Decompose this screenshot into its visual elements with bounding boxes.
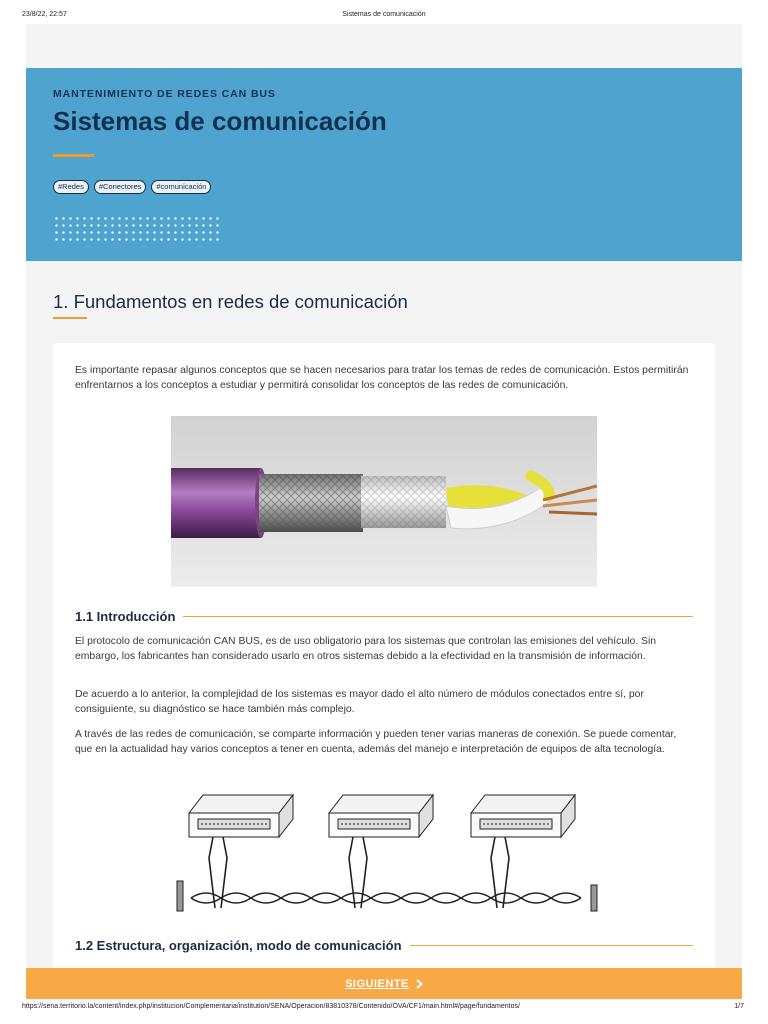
print-header — [0, 0, 768, 24]
can-bus-network-diagram — [171, 788, 603, 923]
ecu-module-2 — [329, 795, 433, 908]
next-navigation-bar — [26, 968, 742, 999]
tag-conectores[interactable]: #Conectores — [94, 180, 147, 194]
print-page-number: 1/7 — [734, 1003, 744, 1010]
tag-redes[interactable]: #Redes — [53, 180, 89, 194]
print-footer — [0, 1000, 768, 1024]
intro-paragraph: Es importante repasar algunos conceptos que se hacen necesarios para tratar los temas de redes de comunicación. Estos permitirán enfrentarnos a los conceptos a estudiar y permitirá consolidar los conceptos de las redes de comunicación. — [75, 365, 689, 391]
subheading-structure-text: 1.2 Estructura, organización, modo de comunicación — [75, 938, 402, 953]
chevron-right-icon — [416, 979, 423, 989]
paragraph-2: De acuerdo a lo anterior, la complejidad de los sistemas es mayor dado el alto número de módulos conectados entre sí, por consiguiente, su diagnóstico se hace también más complejo. — [75, 689, 644, 715]
page-title: Sistemas de comunicación — [53, 106, 387, 136]
subheading-rule — [410, 945, 693, 946]
paragraph-3: A través de las redes de comunicación, se comparte información y pueden tener varias maneras de conexión. Se puede comentar, que en la actualidad hay varios conceptos a tener en cuenta, además del manejo e interpretación de equipos de alta tecnología. — [75, 729, 677, 755]
section-accent-bar — [53, 317, 87, 319]
subheading-intro-text: 1.1 Introducción — [75, 609, 176, 624]
ecu-module-3 — [471, 795, 575, 908]
paragraph-1: El protocolo de comunicación CAN BUS, es de uso obligatorio para los sistemas que controlan las emisiones del vehículo. Sin embargo, los fabricantes han considerado usarlo en otros sistemas debido a la efectividad en la transmisión de información. — [75, 636, 657, 662]
title-accent-bar — [53, 154, 94, 157]
hero-banner — [26, 68, 742, 261]
print-date: 23/8/22, 22:57 — [22, 11, 67, 18]
section-title: 1. Fundamentos en redes de comunicación — [53, 291, 408, 312]
print-title: Sistemas de comunicación — [342, 11, 426, 18]
next-button-label: SIGUIENTE — [345, 977, 409, 990]
subheading-rule — [183, 616, 693, 617]
dot-pattern-decoration — [53, 215, 223, 245]
print-url: https://sena.territorio.la/content/index.php/institucion/Complementaria/institution/SENA/Operacion/83810378/Contenido/OVA/CF1/main.html#/page/fundamentos/ — [22, 1003, 520, 1010]
next-button[interactable] — [345, 978, 423, 990]
cable-photo — [171, 416, 597, 587]
subheading-intro — [75, 609, 693, 624]
subheading-structure — [75, 938, 693, 953]
twisted-pair-bus — [191, 893, 581, 903]
course-kicker: MANTENIMIENTO DE REDES CAN BUS — [53, 88, 276, 100]
tag-comunicacion[interactable]: #comunicación — [151, 180, 211, 194]
ecu-module-1 — [189, 795, 293, 908]
tag-list — [53, 180, 211, 194]
content-card — [53, 343, 715, 983]
